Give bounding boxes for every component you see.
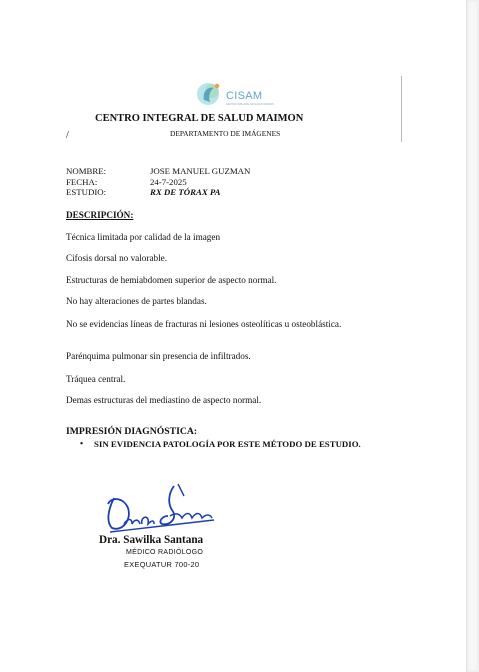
impression-item: • SIN EVIDENCIA PATOLOGÍA POR ESTE MÉTODO DE ESTUDIO. <box>80 439 361 449</box>
organization-title: CENTRO INTEGRAL DE SALUD MAIMON <box>95 113 304 124</box>
handwritten-signature <box>102 480 217 536</box>
finding-paragraph: No hay alteraciones de partes blandas. <box>66 296 207 306</box>
finding-paragraph: Parénquima pulmonar sin presencia de infiltrados. <box>66 351 251 361</box>
finding-paragraph: Técnica limitada por calidad de la imagen <box>66 232 221 242</box>
study-label: ESTUDIO: <box>66 187 107 197</box>
logo-text: CISAM <box>226 90 263 102</box>
description-heading: DESCRIPCIÓN: <box>66 210 134 220</box>
finding-paragraph: Demas estructuras del mediastino de aspecto normal. <box>66 395 262 405</box>
finding-paragraph: Estructuras de hemiabdomen superior de aspecto normal. <box>66 275 277 285</box>
finding-paragraph: No se evidencias líneas de fracturas ni lesiones osteolíticas u osteoblástica. <box>66 319 342 329</box>
finding-paragraph: Cifosis dorsal no valorable. <box>66 253 168 263</box>
date-label: FECHA: <box>66 177 98 187</box>
impression-list <box>80 439 361 449</box>
doctor-role: MÉDICO RADIÓLOGO <box>126 549 204 556</box>
finding-paragraph: Tráquea central. <box>66 374 126 384</box>
logo-subtext: CENTRO INTEGRAL DE SALUD MAIMON <box>226 103 274 106</box>
slash-mark: / <box>66 130 69 141</box>
vertical-scrollbar[interactable] <box>466 0 479 672</box>
margin-indicator <box>401 76 402 142</box>
date-value: 24-7-2025 <box>150 177 187 187</box>
impression-heading: IMPRESIÓN DIAGNÓSTICA: <box>66 426 198 437</box>
name-label: NOMBRE: <box>66 166 107 176</box>
name-value: JOSE MANUEL GUZMAN <box>150 166 251 176</box>
study-value: RX DE TÓRAX PA <box>150 187 221 197</box>
scrollbar-thumb[interactable] <box>469 2 477 670</box>
doctor-name: Dra. Sawilka Santana <box>99 534 204 546</box>
doctor-license: EXEQUATUR 700-20 <box>124 560 200 569</box>
department-name: DEPARTAMENTO DE IMÁGENES <box>170 129 281 138</box>
